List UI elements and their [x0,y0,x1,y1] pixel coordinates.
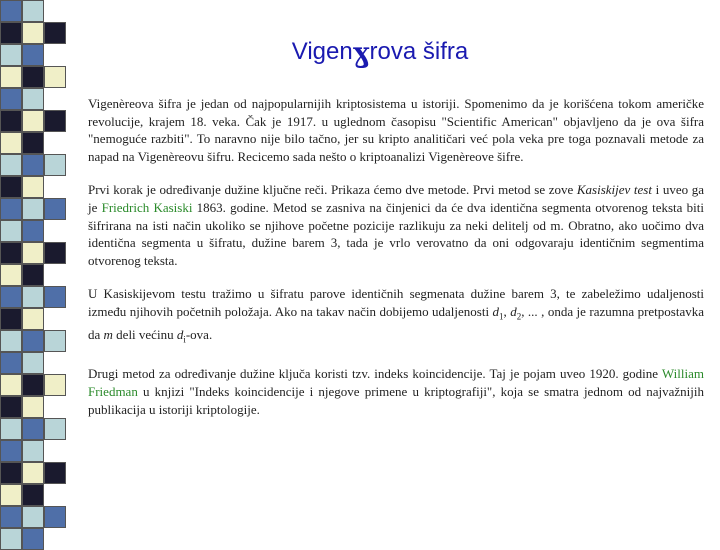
strip-square [22,308,44,330]
strip-square [44,110,66,132]
title-glyph: ɣ [352,36,370,69]
var-d2: d [510,303,517,319]
strip-square [0,0,22,22]
strip-square [22,352,44,374]
page-title [80,36,680,69]
strip-square [0,374,22,396]
paragraph-index-coincidence [88,365,704,418]
strip-square [44,22,66,44]
var-d1: d [492,303,500,319]
var-di: d [176,327,184,343]
strip-square [22,484,44,506]
strip-square [0,286,22,308]
link-friedrich-kasiski[interactable]: Friedrich Kasiski [101,199,193,215]
decorative-square-strip [0,0,70,540]
strip-square [22,264,44,286]
strip-square [0,198,22,220]
strip-square [0,484,22,506]
strip-square [22,396,44,418]
text-run: U Kasiskijevom testu tražimo u šifratu parove identičnih segmenata dužine barem 3, te zabeležimo udaljenosti između njihovih početnih položaja. Ako na takav način dobijemo udaljenosti [88,286,704,319]
strip-square [0,352,22,374]
paragraph-kasiski-intro [88,181,704,269]
strip-square [22,220,44,242]
document-body [88,95,704,434]
strip-square [22,110,44,132]
strip-square [22,462,44,484]
var-d1-subscript: 1 [499,311,504,322]
strip-square [44,66,66,88]
strip-square [0,440,22,462]
strip-square [0,88,22,110]
text-run: i uveo ga je [88,182,704,215]
strip-square [44,330,66,352]
strip-square [0,132,22,154]
strip-square [0,264,22,286]
text-run: -ova. [185,327,213,343]
strip-square [22,374,44,396]
strip-square [0,66,22,88]
strip-square [22,88,44,110]
strip-square [22,506,44,528]
strip-square [0,396,22,418]
strip-square [0,154,22,176]
strip-square [22,198,44,220]
strip-square [44,374,66,396]
strip-square [0,308,22,330]
paragraph-intro: Vigenèreova šifra je jedan od najpopularnijih kriptosistema u istoriji. Spomenimo da je korišćena tokom američke revolucije, krajem 18. veka. Čak je 1917. u uglednom časopisu "Scientific American" objavljeno da je ova šifra "nemoguće razbiti". To naravno nije bilo tačno, jer su kripto analitičari već pola veka pre toga poznavali metode za napad na Vigenèreovu šifru. Recicemo sada nešto o kriptoanalizi Vigenèreove šifre. [88,96,704,164]
strip-square [22,242,44,264]
strip-square [22,528,44,550]
strip-square [0,110,22,132]
strip-square [44,286,66,308]
strip-square [22,418,44,440]
strip-square [22,132,44,154]
strip-square [0,220,22,242]
var-d2-subscript: 2 [516,311,522,322]
strip-square [0,462,22,484]
strip-square [22,22,44,44]
text-run: Prvi korak je određivanje dužine ključne reči. Prikaza ćemo dve metode. Prvi metod se zove [88,182,577,198]
strip-square [0,44,22,66]
strip-square [44,418,66,440]
strip-square [0,176,22,198]
strip-square [22,330,44,352]
var-m: m [103,327,113,343]
strip-square [22,66,44,88]
text-run: deli većinu [112,327,177,343]
strip-square [0,506,22,528]
strip-square [44,506,66,528]
title-part-after: rova šifra [369,38,469,65]
strip-square [0,528,22,550]
strip-square [44,462,66,484]
text-run: , ... , onda je razumna pretpostavka da [88,303,705,343]
strip-square [44,242,66,264]
strip-square [22,176,44,198]
strip-square [22,0,44,22]
title-part-before: Vigen [291,38,353,65]
var-di-subscript: i [183,334,186,345]
strip-square [0,330,22,352]
term-kasiski-test: Kasiskijev test [576,182,652,198]
paragraph-kasiski-test [88,285,704,349]
text-run: 1863. godine. Metod se zasniva na činjenici da će dva identična segmenta otvorenog teksta biti šifrirana na isti način ukoliko se njihove početne pozicije razlikuju za neki delitelj od m. Obratno, ako uočimo dva identična segmenta u šifratu, dužine barem 3, tada je vrlo verovatno da oni odgovaraju identičnim segmentima otvorenog teksta. [88,199,704,268]
strip-square [22,154,44,176]
strip-square [0,418,22,440]
text-run: Drugi metod za određivanje dužine ključa koristi tzv. indeks koincidencije. Taj je pojam uveo 1920. godine [88,366,662,382]
strip-square [22,286,44,308]
link-william-friedman[interactable]: William Friedman [88,366,704,399]
strip-square [22,440,44,462]
strip-square [0,22,22,44]
strip-square [0,242,22,264]
text-run: u knjizi "Indeks koincidencije i njegove primene u kriptografiji", koja se smatra jednom od najvažnijih publikacija u istoriji kriptologije. [88,383,704,417]
strip-square [44,154,66,176]
text-run: , [503,303,511,319]
strip-square [44,198,66,220]
strip-square [22,44,44,66]
